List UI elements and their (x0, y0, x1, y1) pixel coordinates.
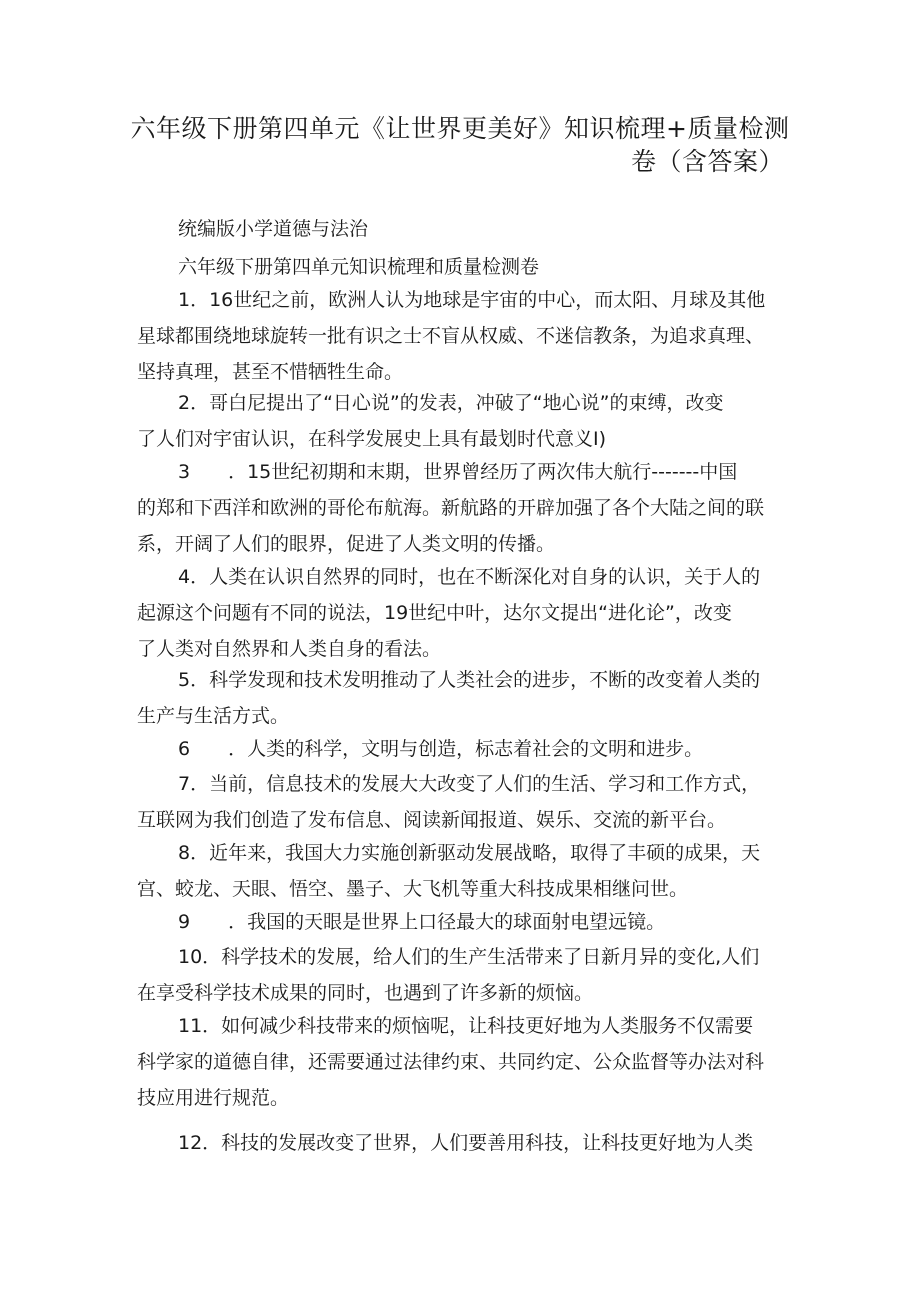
knowledge-item-11 (137, 1008, 797, 1116)
item-line: 11．如何减少科技带来的烦恼呢，让科技更好地为人类服务不仅需要 (178, 1015, 754, 1037)
knowledge-item-6 (137, 731, 797, 767)
item-line: 3 ．15世纪初期和末期，世界曾经历了两次伟大航行-------中国 (178, 461, 738, 483)
item-line: 6 ．人类的科学，文明与创造，标志着社会的文明和进步。 (178, 738, 704, 760)
unit-label: 六年级下册第四单元知识梳理和质量检测卷 (178, 256, 540, 278)
item-line: 7．当前，信息技术的发展大大改变了人们的生活、学习和工作方式， (178, 773, 761, 795)
title-line-1: 六年级下册第四单元《让世界更美好》知识梳理+质量检测 (130, 114, 790, 143)
knowledge-item-10 (137, 939, 797, 1011)
item-line: 9 ．我国的天眼是世界上口径最大的球面射电望远镜。 (178, 911, 666, 933)
item-line: 5．科学发现和技术发明推动了人类社会的进步，不断的改变着人类的 (178, 669, 761, 691)
item-line: 2．哥白尼提出了“日心说”的发表，冲破了“地心说”的束缚，改变 (178, 392, 724, 414)
knowledge-item-7 (137, 766, 797, 838)
subject-label: 统编版小学道德与法治 (178, 218, 369, 240)
knowledge-item-1 (137, 282, 797, 390)
knowledge-item-5 (137, 662, 797, 734)
item-line: 宫、蛟龙、天眼、悟空、墨子、大飞机等重大科技成果相继问世。 (137, 878, 689, 900)
item-line: 的郑和下西洋和欧洲的哥伦布航海。新航路的开辟加强了各个大陆之间的联 (137, 497, 765, 519)
knowledge-item-9 (137, 904, 797, 940)
item-line: 8．近年来，我国大力实施创新驱动发展战略，取得了丰硕的成果，天 (178, 842, 761, 864)
item-line: 12．科技的发展改变了世界，人们要善用科技，让科技更好地为人类 (178, 1132, 754, 1154)
item-line: 坚持真理，甚至不惜牺牲生命。 (137, 361, 404, 383)
item-line: 10．科学技术的发展，给人们的生产生活带来了日新月异的变化,人们 (178, 946, 760, 968)
item-line: 生产与生活方式。 (137, 705, 290, 727)
knowledge-item-4 (137, 559, 797, 667)
knowledge-item-2 (137, 385, 797, 457)
item-line: 在享受科学技术成果的同时，也遇到了许多新的烦恼。 (137, 982, 594, 1004)
title-line-2: 卷（含答案） (630, 147, 784, 176)
knowledge-item-12 (137, 1125, 797, 1161)
item-line: 4．人类在认识自然界的同时，也在不断深化对自身的认识，关于人的 (178, 566, 761, 588)
item-line: 起源这个问题有不同的说法，19世纪中叶，达尔文提出“进化论”，改变 (137, 602, 732, 624)
knowledge-item-8 (137, 835, 797, 907)
item-line: 了人们对宇宙认识，在科学发展史上具有最划时代意义I) (137, 428, 607, 450)
item-line: 了人类对自然界和人类自身的看法。 (137, 638, 442, 660)
item-line: 技应用进行规范。 (137, 1087, 290, 1109)
knowledge-item-3 (137, 454, 797, 562)
document-title (130, 112, 790, 178)
item-line: 科学家的道德自律，还需要通过法律约束、共同约定、公众监督等办法对科 (137, 1051, 765, 1073)
item-line: 星球都围绕地球旋转一批有识之士不盲从权威、不迷信教条，为追求真理、 (137, 325, 765, 347)
item-line: 互联网为我们创造了发布信息、阅读新闻报道、娱乐、交流的新平台。 (137, 809, 727, 831)
item-line: 系，开阔了人们的眼界，促进了人类文明的传播。 (137, 533, 556, 555)
item-line: 1．16世纪之前，欧洲人认为地球是宇宙的中心，而太阳、月球及其他 (178, 289, 766, 311)
